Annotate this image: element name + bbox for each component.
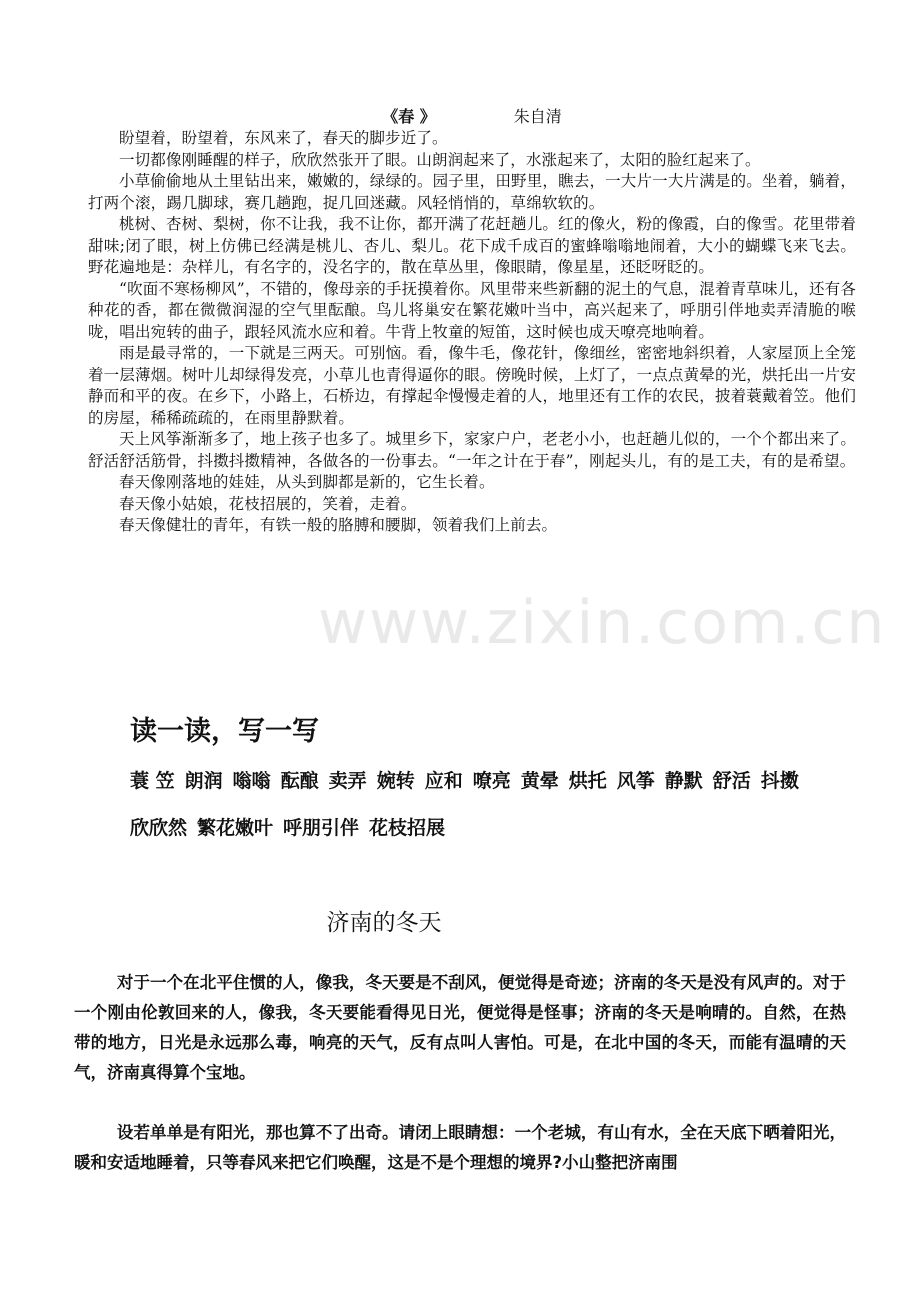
paragraph: 雨是最寻常的，一下就是三两天。可别恼。看，像牛毛，像花针，像细丝，密密地斜织着，人家屋顶上全笼着一层薄烟。树叶儿却绿得发亮，小草儿也青得逼你的眼。傍晚时候，上灯了，一点点黄晕的光，烘托出一片安静而和平的夜。在乡下，小路上，石桥边，有撑起伞慢慢走着的人，地里还有工作的农民，披着蓑戴着笠。他们的房屋，稀稀疏疏的，在雨里静默着。 xyxy=(88,344,856,427)
vocab-word: 烘托 xyxy=(568,770,607,792)
essay-author: 朱自清 xyxy=(513,107,562,126)
vocabulary-line-2 xyxy=(130,813,870,843)
vocab-word: 抖擞 xyxy=(760,770,799,792)
vocab-word: 静默 xyxy=(664,770,703,792)
paragraph: 对于一个在北平住惯的人，像我，冬天要是不刮风，便觉得是奇迹；济南的冬天是没有风声的。对于一个刚由伦敦回来的人，像我，冬天要能看得见日光，便觉得是怪事；济南的冬天是响晴的。自然，在热带的地方，日光是永远那么毒，响亮的天气，反有点叫人害怕。可是，在北中国的冬天，而能有温晴的天气，济南真得算个宝地。 xyxy=(74,973,846,1082)
paragraph: 春天像刚落地的娃娃，从头到脚都是新的，它生长着。 xyxy=(119,473,495,491)
paragraph: “吹面不寒杨柳风”，不错的，像母亲的手抚摸着你。风里带来些新翻的泥土的气息，混着青草味儿，还有各种花的香，都在微微润湿的空气里酝酿。鸟儿将巢安在繁花嫩叶当中，高兴起来了，呼朋引伴地卖弄清脆的喉咙，唱出宛转的曲子，跟轻风流水应和着。牛背上牧童的短笛，这时候也成天嘹亮地响着。 xyxy=(88,279,856,341)
vocab-word: 朗润 xyxy=(184,770,223,792)
vocab-word: 繁花嫩叶 xyxy=(197,817,274,839)
paragraph: 小草偷偷地从土里钻出来，嫩嫩的，绿绿的。园子里，田野里，瞧去，一大片一大片满是的。坐着，躺着，打两个滚，踢几脚球，赛几趟跑，捉几回迷藏。风轻悄悄的，草绵软软的。 xyxy=(88,172,856,212)
vocab-word: 嗡嗡 xyxy=(232,770,271,792)
watermark: www.zixin.com.cn xyxy=(318,588,887,658)
jinan-essay xyxy=(74,968,846,1208)
paragraph: 设若单单是有阳光，那也算不了出奇。请闭上眼睛想：一个老城，有山有水，全在天底下晒着阳光，暖和安适地睡着，只等春风来把它们唤醒，这是不是个理想的境界?小山整把济南围 xyxy=(74,1123,846,1172)
paragraph: 春天像小姑娘，花枝招展的，笑着，走着。 xyxy=(119,494,417,513)
paragraph: 桃树、杏树、梨树，你不让我，我不让你，都开满了花赶趟儿。红的像火，粉的像霞，白的像雪。花里带着甜味;闭了眼，树上仿佛已经满是桃儿、杏儿、梨儿。花下成千成百的蜜蜂嗡嗡地闹着，大小的蝴蝶飞来飞去。野花遍地是：杂样儿，有名字的，没名字的，散在草丛里，像眼睛，像星星，还眨呀眨的。 xyxy=(88,215,856,276)
paragraph: 盼望着，盼望着，东风来了，春天的脚步近了。 xyxy=(119,129,448,147)
paragraph: 一切都像刚睡醒的样子，欣欣然张开了眼。山朗润起来了，水涨起来了，太阳的脸红起来了。 xyxy=(119,150,761,169)
spring-essay xyxy=(88,106,856,537)
vocab-word: 酝酿 xyxy=(280,770,319,792)
vocab-word: 黄晕 xyxy=(520,770,559,792)
vocab-word: 花枝招展 xyxy=(369,817,446,839)
essay-title: 《春 》 xyxy=(382,107,436,126)
jinan-title: 济南的冬天 xyxy=(326,910,442,936)
read-write-section xyxy=(130,712,870,860)
vocab-word: 婉转 xyxy=(376,770,415,792)
paragraph: 天上风筝渐渐多了，地上孩子也多了。城里乡下，家家户户，老老小小，也赶趟儿似的，一个个都出来了。舒活舒活筋骨，抖擞抖擞精神，各做各的一份事去。“一年之计在于春”，刚起头儿，有的是工夫，有的是希望。 xyxy=(88,430,856,470)
vocab-word: 风筝 xyxy=(616,770,655,792)
vocab-word: 蓑 笠 xyxy=(130,770,175,792)
essay-title-line xyxy=(88,106,856,128)
vocab-word: 嘹亮 xyxy=(472,770,511,792)
section-heading: 读一读，写一写 xyxy=(130,716,319,747)
vocab-word: 卖弄 xyxy=(328,770,367,792)
vocab-word: 舒活 xyxy=(712,770,751,792)
paragraph: 春天像健壮的青年，有铁一般的胳膊和腰脚，领着我们上前去。 xyxy=(119,516,558,534)
vocab-word: 欣欣然 xyxy=(130,817,188,839)
vocab-word: 呼朋引伴 xyxy=(283,817,360,839)
vocabulary-line-1 xyxy=(130,766,870,796)
vocab-word: 应和 xyxy=(424,770,463,792)
